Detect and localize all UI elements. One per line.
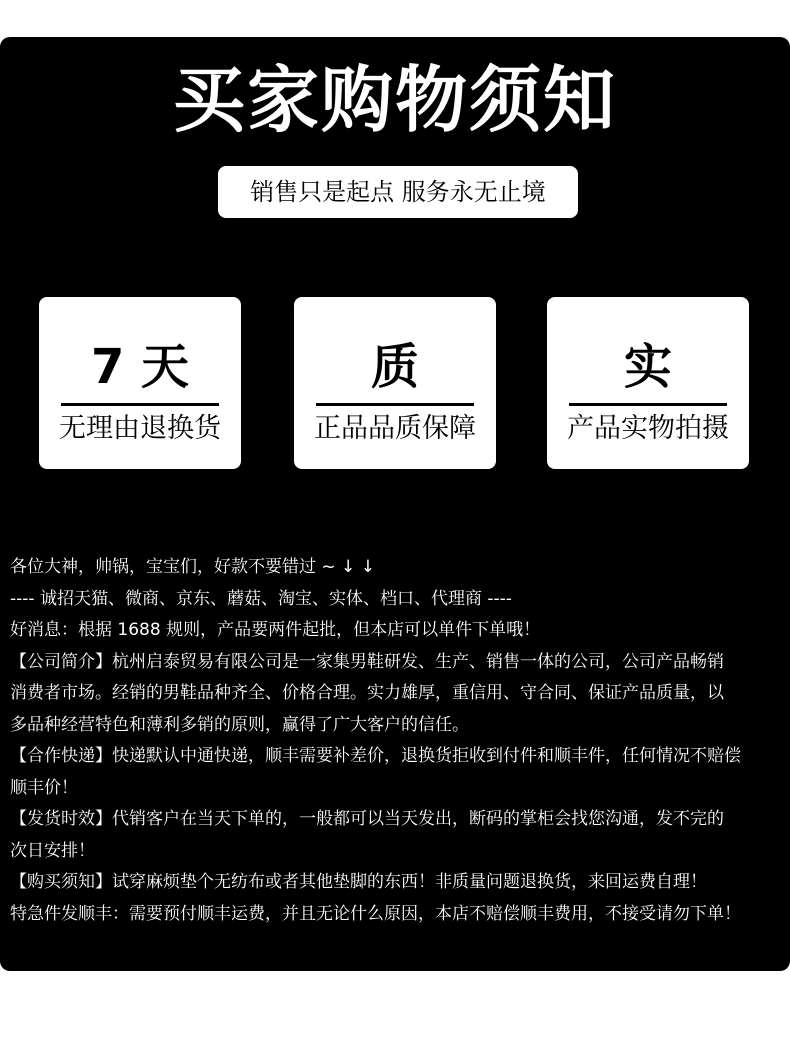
notice-line: 消费者市场。经销的男鞋品种齐全、价格合理。实力雄厚，重信用、守合同、保证产品质量，以 [10, 683, 724, 703]
feature-card-divider [61, 403, 219, 406]
feature-card-label: 产品实物拍摄 [567, 413, 729, 444]
notice-line: 【合作快递】快递默认中通快递，顺丰需要补差价，退换货拒收到付件和顺丰件，任何情况不赔偿 [10, 746, 741, 766]
notice-line: ---- 诚招天猫、微商、京东、蘑菇、淘宝、实体、档口、代理商 ---- [10, 588, 512, 609]
notice-line: 各位大神，帅锅，宝宝们，好款不要错过 ~ ↓ ↓ [10, 557, 375, 577]
notice-line: 顺丰价！ [10, 777, 78, 798]
feature-card-heading: 实 [623, 339, 672, 395]
slogan-badge: 销售只是起点 服务永无止境 [218, 166, 578, 218]
feature-card-divider [569, 403, 727, 406]
feature-card-return [39, 297, 241, 469]
notice-text-block [10, 552, 786, 930]
feature-card-quality [294, 297, 496, 469]
notice-line: 【发货时效】代销客户在当天下单的，一般都可以当天发出，断码的掌柜会找您沟通，发不完的 [10, 809, 724, 829]
feature-card-label: 无理由退换货 [59, 413, 221, 444]
notice-line: 【购买须知】试穿麻烦垫个无纺布或者其他垫脚的东西！非质量问题退换货，来回运费自理！ [10, 872, 707, 892]
notice-line: 特急件发顺丰：需要预付顺丰运费，并且无论什么原因，本店不赔偿顺丰费用，不接受请勿下单！ [10, 903, 741, 924]
notice-line: 好消息：根据 1688 规则，产品要两件起批，但本店可以单件下单哦！ [10, 620, 541, 640]
feature-card-divider [316, 403, 474, 406]
page-title: 买家购物须知 [172, 58, 617, 142]
feature-card-label: 正品品质保障 [314, 413, 476, 444]
notice-line: 多品种经营特色和薄利多销的原则，赢得了广大客户的信任。 [10, 714, 469, 735]
feature-card-heading: 7 天 [90, 339, 190, 395]
feature-card-real-photo [547, 297, 749, 469]
notice-line: 【公司简介】杭州启泰贸易有限公司是一家集男鞋研发、生产、销售一体的公司，公司产品畅销 [10, 651, 724, 672]
notice-line: 次日安排！ [10, 840, 95, 861]
feature-card-heading: 质 [370, 339, 419, 395]
